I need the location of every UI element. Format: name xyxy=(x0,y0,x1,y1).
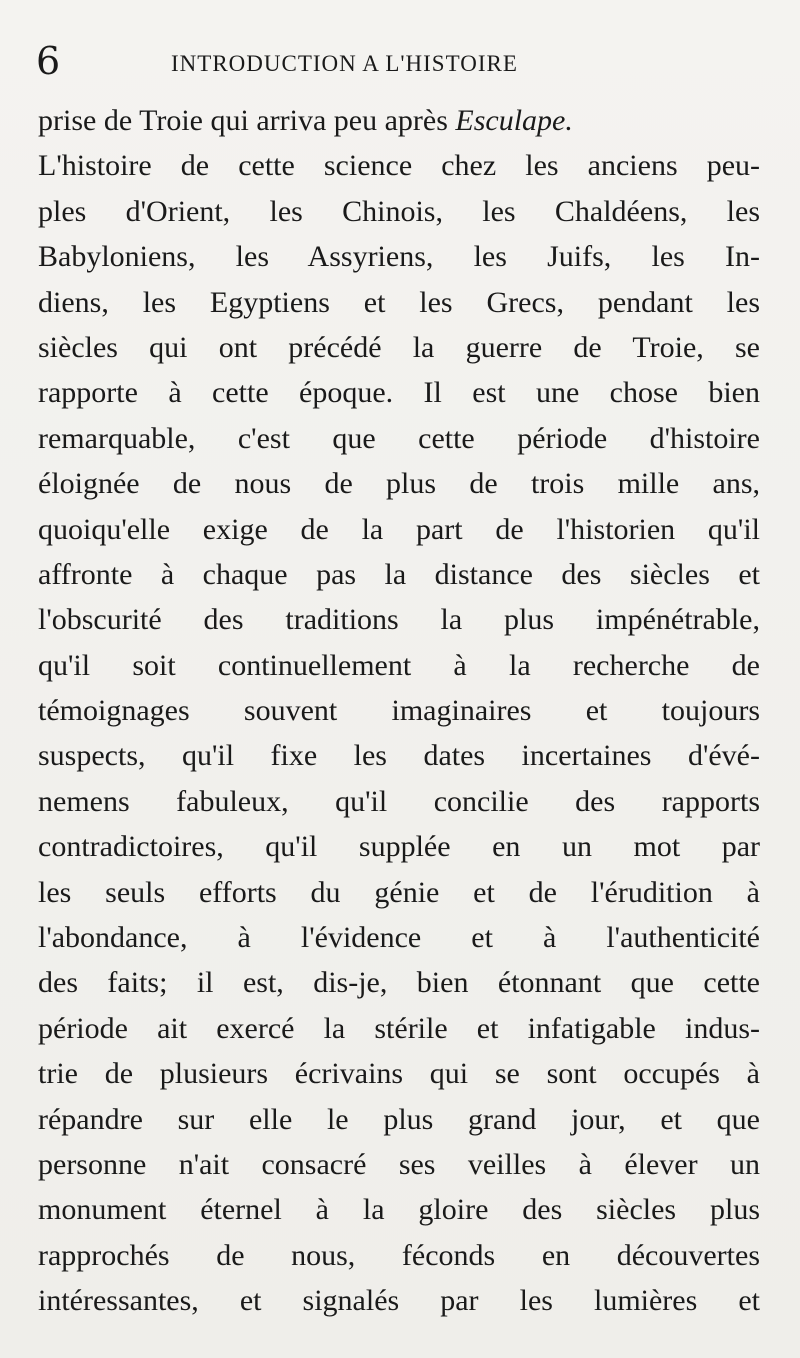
text-line: L'histoire de cette science chez les anciens peu- xyxy=(38,149,760,183)
running-head: INTRODUCTION A L'HISTOIRE xyxy=(171,51,518,76)
text-line: Babyloniens, les Assyriens, les Juifs, les In- xyxy=(38,240,760,274)
text-line: l'obscurité des traditions la plus impénétrable, xyxy=(38,603,760,637)
page-header xyxy=(36,36,766,86)
italic-name: Esculape. xyxy=(455,104,573,137)
text-line: témoignages souvent imaginaires et toujours xyxy=(38,694,760,728)
text-line: siècles qui ont précédé la guerre de Troie, se xyxy=(38,330,760,364)
text-line: diens, les Egyptiens et les Grecs, pendant les xyxy=(38,285,760,319)
text-line: rapporte à cette époque. Il est une chose bien xyxy=(38,376,760,410)
text-line: personne n'ait consacré ses veilles à élever un xyxy=(38,1147,760,1181)
text-line: nemens fabuleux, qu'il concilie des rapports xyxy=(38,784,760,818)
text-line: éloignée de nous de plus de trois mille ans, xyxy=(38,467,760,501)
text-line: contradictoires, qu'il supplée en un mot par xyxy=(38,830,760,864)
text-line: affronte à chaque pas la distance des siècles et xyxy=(38,557,760,591)
text-line: répandre sur elle le plus grand jour, et que xyxy=(38,1102,760,1136)
text-line: période ait exercé la stérile et infatigable indus- xyxy=(38,1011,760,1045)
page-number: 6 xyxy=(36,39,61,83)
text-line: rapprochés de nous, féconds en découvertes xyxy=(38,1238,760,1272)
body-text xyxy=(38,98,760,1324)
text-line: des faits; il est, dis-je, bien étonnant que cette xyxy=(38,966,760,1000)
text-line-start: prise de Troie qui arriva peu après xyxy=(38,104,456,137)
text-line: trie de plusieurs écrivains qui se sont occupés à xyxy=(38,1057,760,1091)
text-line: les seuls efforts du génie et de l'érudition à xyxy=(38,875,760,909)
text-line: remarquable, c'est que cette période d'histoire xyxy=(38,421,760,455)
text-line: monument éternel à la gloire des siècles plus xyxy=(38,1193,760,1227)
text-line: intéressantes, et signalés par les lumières et xyxy=(38,1284,760,1318)
text-line: l'abondance, à l'évidence et à l'authenticité xyxy=(38,921,760,955)
text-line: qu'il soit continuellement à la recherche de xyxy=(38,648,760,682)
text-line: quoiqu'elle exige de la part de l'historien qu'il xyxy=(38,512,760,546)
text-line: suspects, qu'il fixe les dates incertaines d'évé- xyxy=(38,739,760,773)
text-line: ples d'Orient, les Chinois, les Chaldéens, les xyxy=(38,194,760,228)
text-line xyxy=(38,98,760,143)
